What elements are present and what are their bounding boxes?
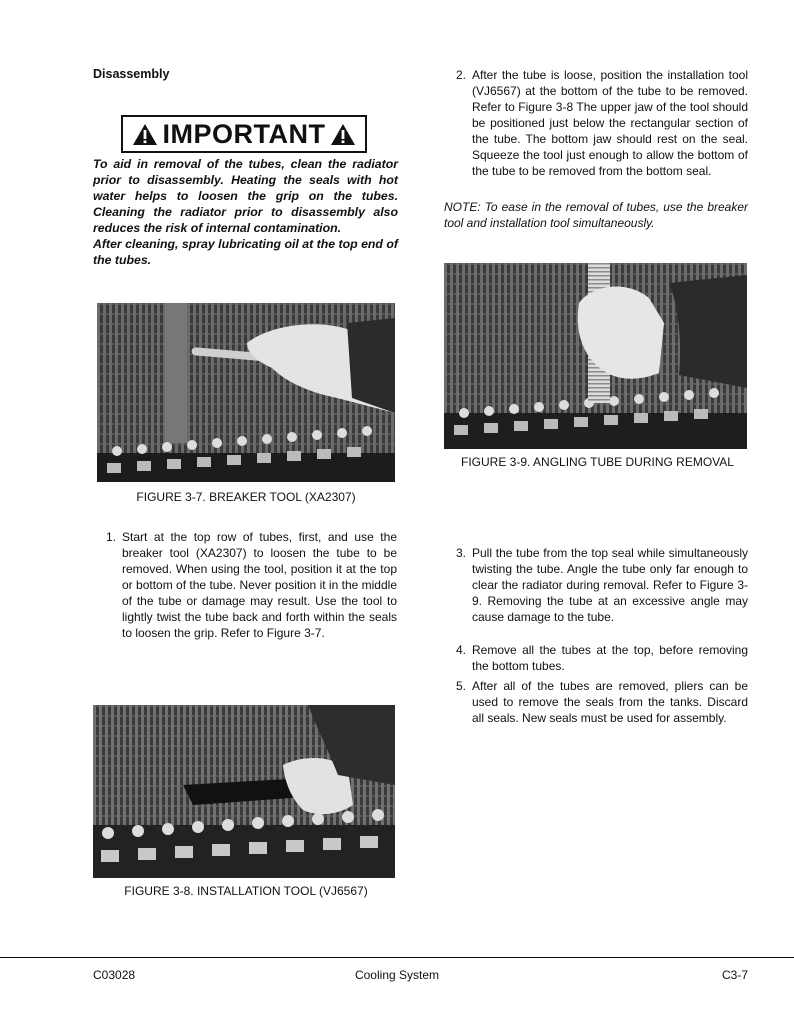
step-4 bbox=[456, 642, 748, 674]
important-text bbox=[93, 156, 398, 268]
step-text: After the tube is loose, position the installation tool (VJ6567) at the bottom of the tube to be removed. Refer to Figure 3-8 The upper jaw of the tool should be positioned just below the rectangular section of the tube. The bottom jaw should rest on the seal. Squeeze the tool just enough to allow the bottom of the tube to be removed from the bottom seal. bbox=[472, 68, 748, 178]
step-3 bbox=[456, 545, 748, 625]
step-number: 5. bbox=[456, 679, 467, 693]
step-number: 4. bbox=[456, 643, 467, 657]
warning-triangle-icon bbox=[132, 123, 158, 146]
important-paragraph-2: After cleaning, spray lubricating oil at the top end of the tubes. bbox=[93, 237, 398, 267]
step-number: 1. bbox=[106, 530, 117, 544]
step-text: Remove all the tubes at the top, before removing the bottom tubes. bbox=[472, 643, 748, 673]
figure-3-9-caption: FIGURE 3-9. ANGLING TUBE DURING REMOVAL bbox=[461, 455, 734, 469]
figure-3-7-photo bbox=[97, 303, 395, 482]
step-text: Start at the top row of tubes, first, and use the breaker tool (XA2307) to loosen the tube to be removed. When using the tool, position it at the top or bottom of the tube. Never position it in the middle of the tube or damage may result. Use the tool to lightly twist the tube back and forth within the seals to loosen the grip. Refer to Figure 3-7. bbox=[122, 530, 397, 640]
step-number: 3. bbox=[456, 546, 467, 560]
figure-3-7-caption: FIGURE 3-7. BREAKER TOOL (XA2307) bbox=[136, 490, 356, 504]
step-text: After all of the tubes are removed, pliers can be used to remove the seals from the tanks. Discard all seals. New seals must be used for assembly. bbox=[472, 679, 748, 725]
important-paragraph-1: To aid in removal of the tubes, clean the radiator prior to disassembly. Heating the seals with hot water helps to loosen the grip on the tubes. Cleaning the radiator prior to disassembly also reduces the risk of internal contamination. bbox=[93, 157, 398, 235]
step-number: 2. bbox=[456, 68, 467, 82]
footer-doc-number: C03028 bbox=[93, 968, 136, 982]
figure-3-9-photo bbox=[444, 263, 747, 449]
figure-3-8-photo bbox=[93, 705, 395, 878]
warning-triangle-icon bbox=[330, 123, 356, 146]
footer-page-number: C3-7 bbox=[721, 968, 748, 982]
step-text: Pull the tube from the top seal while simultaneously twisting the tube. Angle the tube only far enough to clear the radiator during removal. Refer to Figure 3-9. Removing the tube at an excessive angle may cause damage to the tube. bbox=[472, 546, 748, 624]
footer-chapter-title: Cooling System bbox=[354, 968, 440, 982]
figure-3-8-caption: FIGURE 3-8. INSTALLATION TOOL (VJ6567) bbox=[124, 884, 368, 898]
step-2 bbox=[456, 67, 748, 179]
note-text: NOTE: To ease in the removal of tubes, use the breaker tool and installation tool simultaneously. bbox=[444, 200, 748, 230]
important-label: IMPORTANT bbox=[162, 118, 326, 149]
important-callout bbox=[121, 115, 367, 153]
footer-divider bbox=[0, 957, 794, 958]
step-5 bbox=[456, 678, 748, 726]
step-1 bbox=[106, 529, 397, 641]
section-heading: Disassembly bbox=[93, 67, 170, 81]
